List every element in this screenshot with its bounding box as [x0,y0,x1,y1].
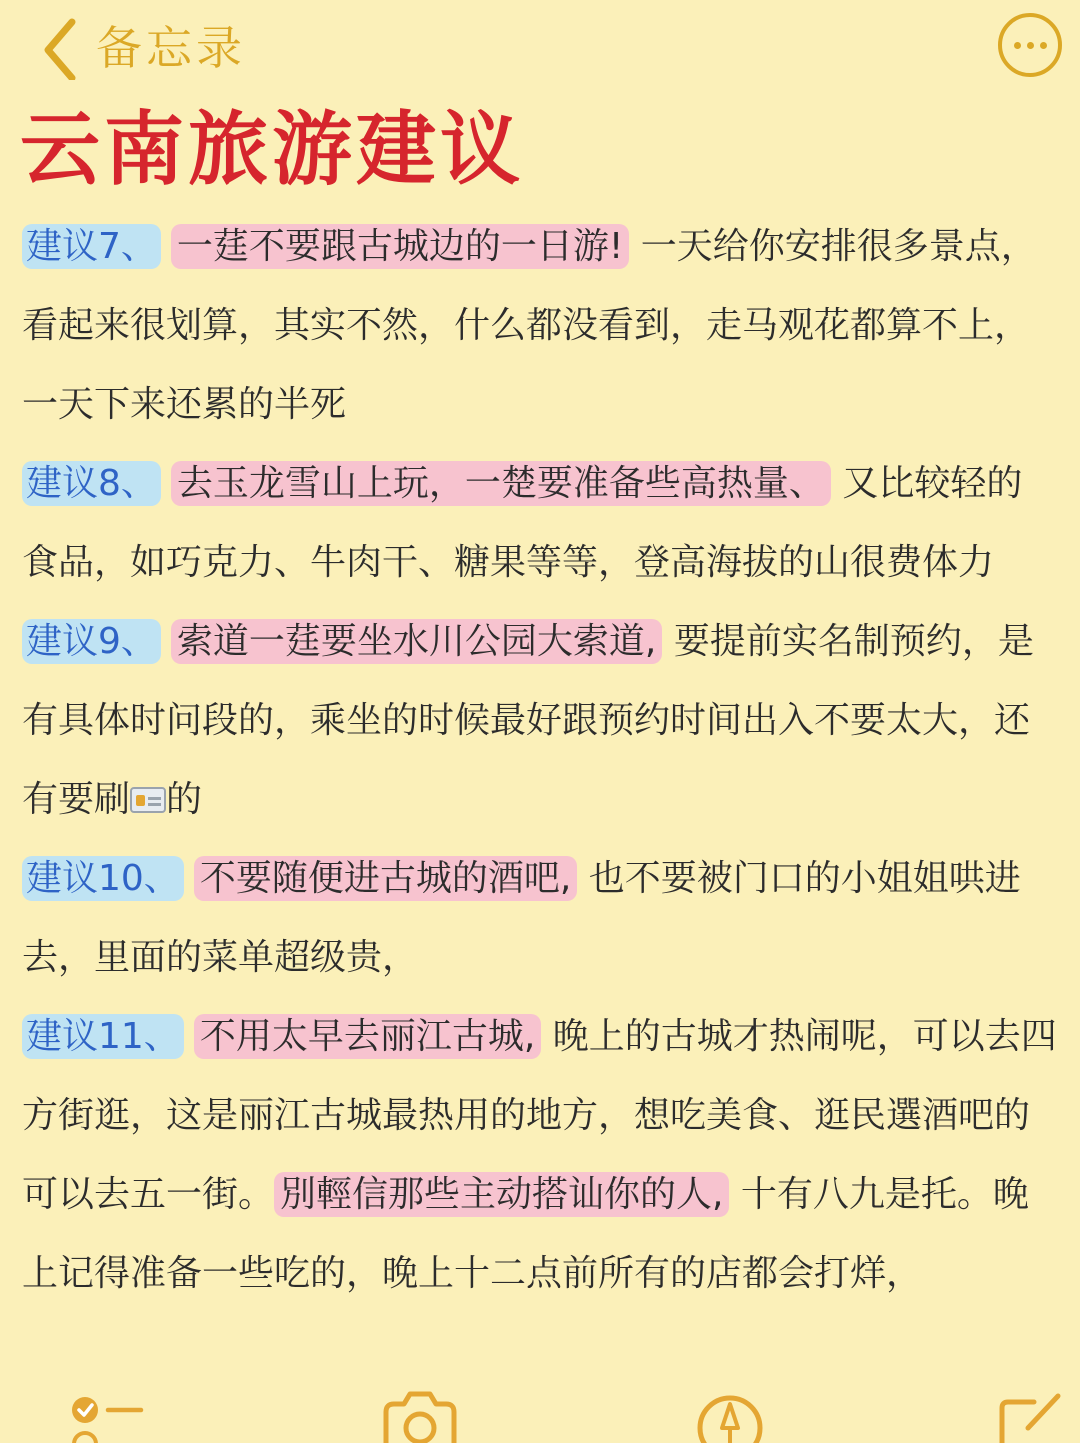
highlighted-text: 索道一莛要坐水川公园大索道, [171,619,662,664]
body-text: 的 [166,779,203,820]
back-label: 备忘录 [96,21,246,75]
suggestion-8 [22,444,1058,602]
pen-markup-icon[interactable] [694,1388,766,1443]
suggestion-11 [22,997,1058,1313]
id-card-icon [130,787,166,813]
note-title: 云南旅游建议 [20,103,524,196]
body-text: 晚上的古城才热闹呢，可以去四方街逛，这是丽江古城最热用的地方，想吃美食、逛民選酒吧的可以去五一街。 [22,1016,1057,1215]
note-body[interactable] [22,207,1058,1313]
compose-icon[interactable] [994,1388,1068,1443]
navigation-bar [0,0,1080,96]
checklist-icon[interactable] [68,1388,148,1443]
body-text: 要提前实名制预约，是有具体时问段的，乘坐的时候最好跟预约时间出入不要太大，还有要刷 [22,621,1034,820]
suggestion-tag: 建议11、 [22,1014,184,1059]
more-options-icon[interactable] [998,13,1062,77]
suggestion-9 [22,602,1058,839]
camera-icon[interactable] [378,1388,462,1443]
body-text: 一天给你安排很多景点，看起来很划算，其实不然，什么都没看到，走马观花都算不上，一天下来还累的半死 [22,226,1037,425]
highlighted-text: 別輕信那些主动搭讪你的人, [274,1172,729,1217]
highlighted-text: 一莛不要跟古城边的一日游! [171,224,629,269]
suggestion-7 [22,207,1058,444]
highlighted-text: 去玉龙雪山上玩，一楚要准备些高热量、 [171,461,831,506]
suggestion-tag: 建议7、 [22,224,161,269]
chevron-left-icon [30,10,90,80]
body-text: 十有八九是托。晚上记得准备一些吃的，晚上十二点前所有的店都会打烊， [22,1174,1029,1294]
suggestion-tag: 建议10、 [22,856,184,901]
body-text: 也不要被门口的小姐姐哄进去，里面的菜单超级贵， [22,858,1021,978]
back-button[interactable] [30,10,246,80]
suggestion-tag: 建议9、 [22,619,161,664]
suggestion-10 [22,839,1058,997]
highlighted-text: 不要随便进古城的酒吧, [194,856,577,901]
highlighted-text: 不用太早去丽江古城, [194,1014,541,1059]
body-text: 又比较轻的食品，如巧克力、牛肉干、糖果等等，登高海拔的山很费体力 [22,463,1023,583]
bottom-toolbar [0,1388,1080,1443]
suggestion-tag: 建议8、 [22,461,161,506]
